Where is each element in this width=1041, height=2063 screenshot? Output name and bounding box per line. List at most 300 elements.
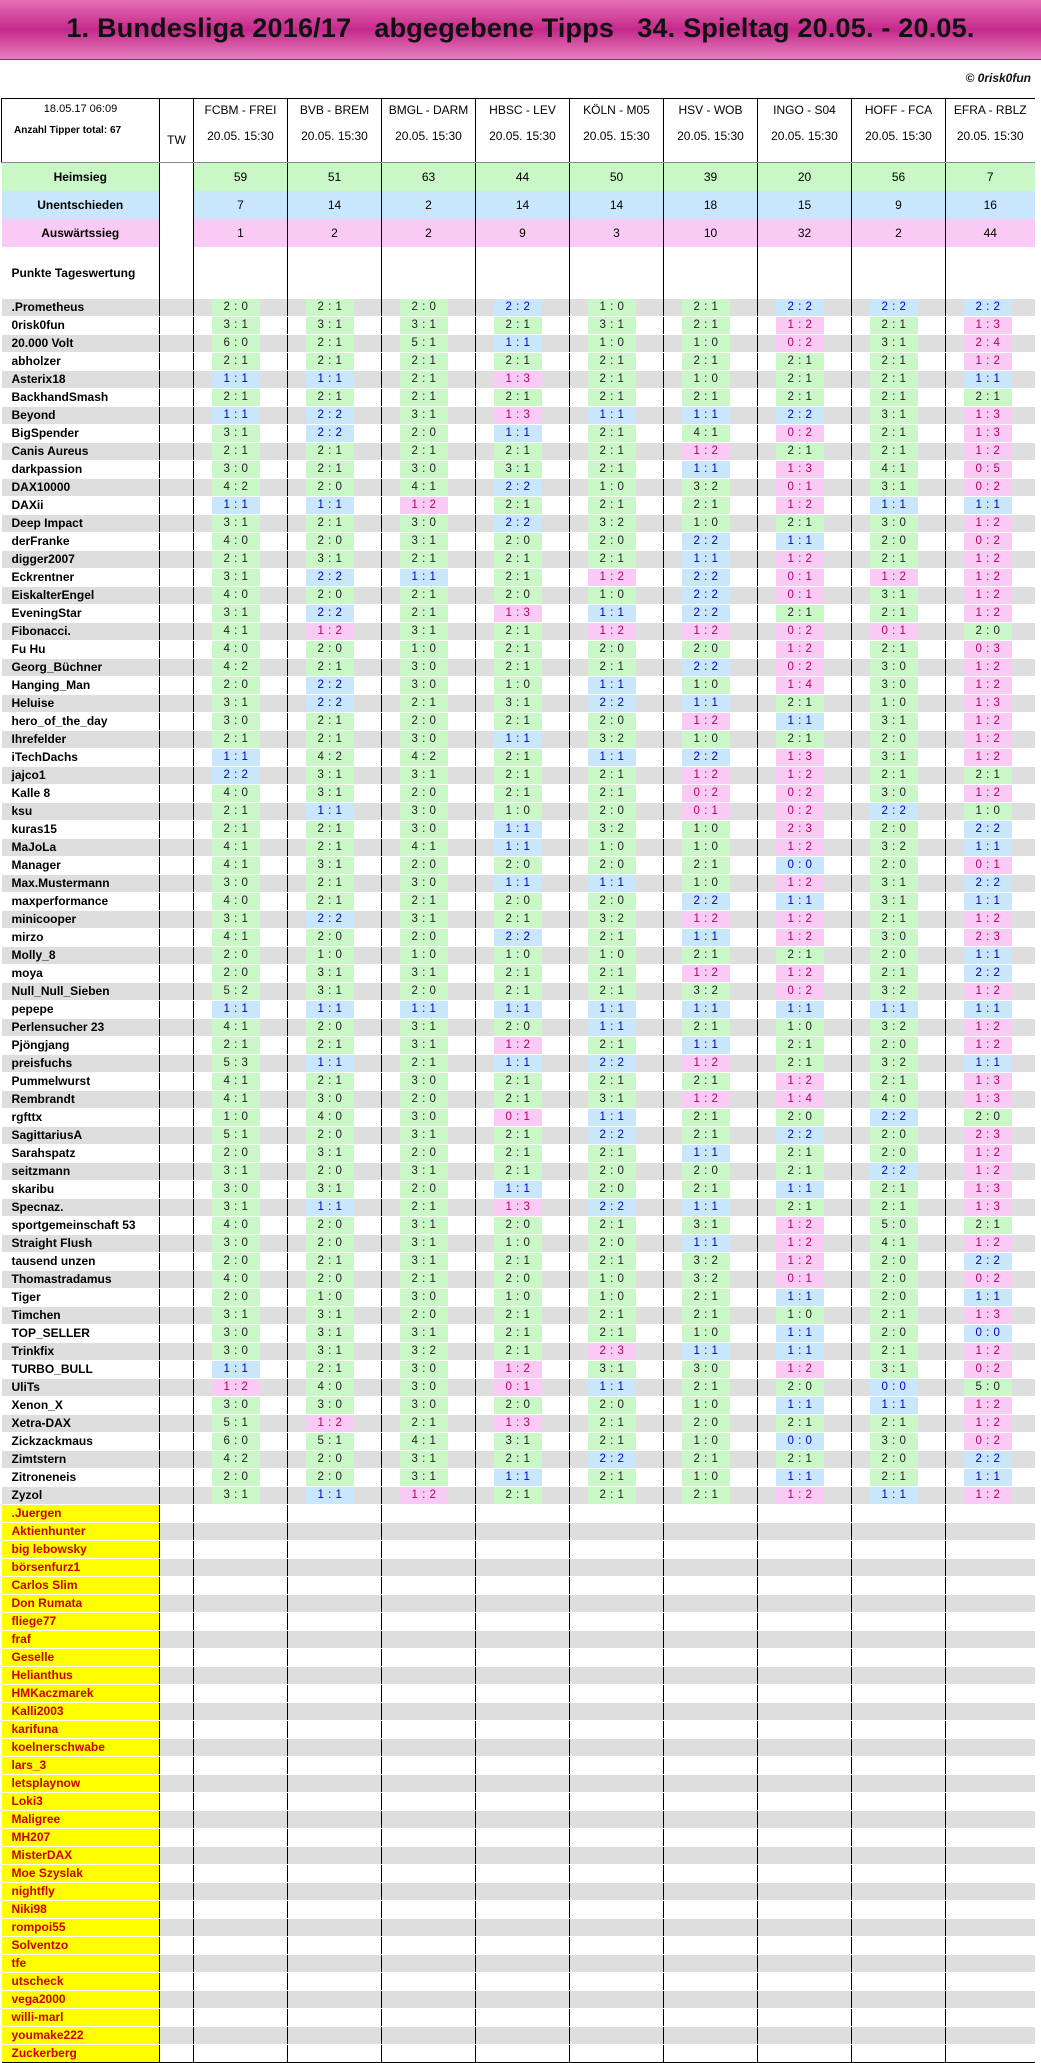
tip-value: 3 : 0 xyxy=(682,1361,730,1378)
tip-value: 2 : 0 xyxy=(870,1271,918,1288)
table-info-cell xyxy=(2,99,160,163)
tipper-name: Xetra-DAX xyxy=(2,1414,160,1432)
tip-cell xyxy=(758,299,852,317)
tip-cell xyxy=(664,1792,758,1810)
tip-value: 1 : 0 xyxy=(964,803,1012,820)
tip-cell xyxy=(570,1594,664,1612)
tip-value: 3 : 0 xyxy=(212,1343,260,1360)
tip-cell xyxy=(758,856,852,874)
tip-cell xyxy=(570,1360,664,1378)
tip-cell xyxy=(852,1450,946,1468)
tip-value: 1 : 1 xyxy=(306,1001,354,1018)
tip-value: 0 : 2 xyxy=(776,785,824,802)
tip-cell xyxy=(852,514,946,532)
tip-cell xyxy=(852,712,946,730)
tip-cell xyxy=(570,514,664,532)
tip-cell xyxy=(570,1414,664,1432)
tipper-row xyxy=(2,946,1035,964)
tw-cell xyxy=(160,1828,194,1846)
tip-value: 3 : 1 xyxy=(870,587,918,604)
tip-value: 4 : 1 xyxy=(400,479,448,496)
tip-cell xyxy=(570,478,664,496)
tip-cell xyxy=(664,1594,758,1612)
tw-label: TW xyxy=(167,133,186,147)
tip-cell xyxy=(570,550,664,568)
tip-cell xyxy=(570,1648,664,1666)
tip-cell xyxy=(194,1450,288,1468)
tip-value: 3 : 1 xyxy=(494,695,542,712)
tip-cell xyxy=(852,892,946,910)
tip-cell xyxy=(194,1198,288,1216)
tip-cell xyxy=(288,568,382,586)
tip-cell xyxy=(476,1702,570,1720)
tip-value: 3 : 1 xyxy=(306,785,354,802)
tip-cell xyxy=(946,1972,1035,1990)
tip-value: 3 : 0 xyxy=(870,929,918,946)
tip-value: 2 : 2 xyxy=(682,893,730,910)
tip-cell xyxy=(194,1162,288,1180)
tip-cell xyxy=(570,1306,664,1324)
tip-value: 2 : 1 xyxy=(306,1253,354,1270)
tip-cell xyxy=(194,676,288,694)
tipper-name: DAX10000 xyxy=(2,478,160,496)
tip-cell xyxy=(476,766,570,784)
tip-cell xyxy=(664,1198,758,1216)
tip-value: 1 : 3 xyxy=(964,695,1012,712)
tip-cell xyxy=(852,1108,946,1126)
missing-tipper-name: MH207 xyxy=(2,1828,160,1846)
tip-cell xyxy=(852,1954,946,1972)
tipper-row xyxy=(2,334,1035,352)
tip-cell xyxy=(946,532,1035,550)
stats-count: 14 xyxy=(288,191,382,219)
tip-cell xyxy=(382,964,476,982)
tip-cell xyxy=(570,1738,664,1756)
missing-tipper-name: lars_3 xyxy=(2,1756,160,1774)
tip-value: 2 : 1 xyxy=(870,641,918,658)
tip-cell xyxy=(476,1918,570,1936)
stats-count: 2 xyxy=(288,219,382,247)
tw-cell xyxy=(160,910,194,928)
tip-value: 2 : 2 xyxy=(682,569,730,586)
tip-cell xyxy=(852,370,946,388)
tip-value: 1 : 0 xyxy=(588,587,636,604)
tip-cell xyxy=(194,1504,288,1522)
tip-cell xyxy=(664,316,758,334)
tip-cell xyxy=(570,1990,664,2008)
tip-cell xyxy=(852,478,946,496)
tip-cell xyxy=(382,784,476,802)
tip-cell xyxy=(288,1360,382,1378)
tip-cell xyxy=(758,1378,852,1396)
tip-value: 2 : 1 xyxy=(588,965,636,982)
tip-cell xyxy=(852,2044,946,2062)
tip-value: 1 : 2 xyxy=(964,353,1012,370)
tipper-name: Perlensucher 23 xyxy=(2,1018,160,1036)
tip-value: 2 : 2 xyxy=(494,929,542,946)
tip-cell xyxy=(664,532,758,550)
tip-cell xyxy=(852,622,946,640)
tip-value: 2 : 0 xyxy=(400,1091,448,1108)
tip-cell xyxy=(194,1522,288,1540)
tip-value: 2 : 1 xyxy=(588,1325,636,1342)
tip-cell xyxy=(288,982,382,1000)
tip-cell xyxy=(664,1666,758,1684)
missing-tipper-row xyxy=(2,1900,1035,1918)
tip-cell xyxy=(382,1252,476,1270)
tip-value: 1 : 1 xyxy=(588,1379,636,1396)
stats-count: 20 xyxy=(758,163,852,191)
tip-cell xyxy=(852,496,946,514)
tip-cell xyxy=(758,1684,852,1702)
tip-value: 2 : 1 xyxy=(964,389,1012,406)
tip-cell xyxy=(194,1936,288,1954)
tip-value: 2 : 1 xyxy=(588,461,636,478)
missing-tipper-row xyxy=(2,1504,1035,1522)
tip-cell xyxy=(194,1234,288,1252)
stats-count: 39 xyxy=(664,163,758,191)
match-time: 20.05. 15:30 xyxy=(489,129,556,143)
tip-value: 3 : 2 xyxy=(588,911,636,928)
tw-cell xyxy=(160,1954,194,1972)
tipper-row xyxy=(2,1144,1035,1162)
tip-value: 2 : 1 xyxy=(588,371,636,388)
tip-value: 5 : 2 xyxy=(212,983,260,1000)
tip-cell xyxy=(382,982,476,1000)
tip-cell xyxy=(476,1738,570,1756)
tip-value: 3 : 1 xyxy=(870,335,918,352)
tip-value: 3 : 0 xyxy=(212,1181,260,1198)
tip-value: 2 : 1 xyxy=(494,1091,542,1108)
tip-value: 2 : 0 xyxy=(306,1019,354,1036)
tipper-row xyxy=(2,1342,1035,1360)
tip-cell xyxy=(664,568,758,586)
tip-value: 1 : 1 xyxy=(588,875,636,892)
tip-cell xyxy=(288,1450,382,1468)
stats-count: 14 xyxy=(570,191,664,219)
tw-cell xyxy=(160,1540,194,1558)
tip-cell xyxy=(288,460,382,478)
tip-cell xyxy=(852,424,946,442)
tipper-total xyxy=(14,125,159,136)
tip-value: 2 : 1 xyxy=(776,1163,824,1180)
tip-cell xyxy=(946,730,1035,748)
tip-value: 2 : 1 xyxy=(682,389,730,406)
tip-cell xyxy=(382,442,476,460)
tip-value: 2 : 0 xyxy=(870,821,918,838)
tip-cell xyxy=(664,748,758,766)
tip-cell xyxy=(382,874,476,892)
tip-value: 2 : 0 xyxy=(776,1379,824,1396)
tip-cell xyxy=(288,658,382,676)
tip-value: 1 : 3 xyxy=(964,1199,1012,1216)
tip-cell xyxy=(946,1936,1035,1954)
tw-cell xyxy=(160,586,194,604)
tip-cell xyxy=(570,892,664,910)
tip-cell xyxy=(288,892,382,910)
tipper-row xyxy=(2,1486,1035,1504)
tip-value: 2 : 1 xyxy=(400,371,448,388)
tip-cell xyxy=(664,299,758,317)
tip-cell xyxy=(946,1900,1035,1918)
tip-value: 1 : 2 xyxy=(682,1091,730,1108)
tip-cell xyxy=(664,1144,758,1162)
tip-value: 2 : 1 xyxy=(306,893,354,910)
tipper-name: iTechDachs xyxy=(2,748,160,766)
tip-value: 2 : 1 xyxy=(494,767,542,784)
tip-cell xyxy=(570,1450,664,1468)
tip-cell xyxy=(288,856,382,874)
tip-cell xyxy=(664,442,758,460)
tip-cell xyxy=(852,1018,946,1036)
tip-cell xyxy=(946,1630,1035,1648)
tip-value: 2 : 1 xyxy=(870,551,918,568)
tip-cell xyxy=(476,856,570,874)
tipper-row xyxy=(2,604,1035,622)
tip-cell xyxy=(288,406,382,424)
tip-value: 2 : 2 xyxy=(964,1451,1012,1468)
tipper-row xyxy=(2,1432,1035,1450)
tip-value: 3 : 2 xyxy=(682,1253,730,1270)
tip-cell xyxy=(664,1486,758,1504)
tip-value: 1 : 2 xyxy=(776,911,824,928)
tip-value: 4 : 0 xyxy=(212,785,260,802)
tip-value: 2 : 1 xyxy=(588,353,636,370)
tip-value: 3 : 1 xyxy=(400,407,448,424)
tip-cell xyxy=(570,1720,664,1738)
tipper-name: Fibonacci. xyxy=(2,622,160,640)
tip-value: 2 : 0 xyxy=(870,1145,918,1162)
tipper-row xyxy=(2,442,1035,460)
tipper-row xyxy=(2,1396,1035,1414)
tip-cell xyxy=(288,1018,382,1036)
tw-cell xyxy=(160,1090,194,1108)
tip-value: 1 : 0 xyxy=(588,335,636,352)
tip-cell xyxy=(852,1612,946,1630)
tw-cell xyxy=(160,1864,194,1882)
tip-cell xyxy=(570,946,664,964)
tip-cell xyxy=(758,1720,852,1738)
stats-count: 2 xyxy=(382,219,476,247)
tip-cell xyxy=(194,820,288,838)
tip-value: 2 : 1 xyxy=(306,875,354,892)
tipper-name: Molly_8 xyxy=(2,946,160,964)
tip-cell xyxy=(288,1108,382,1126)
tip-value: 1 : 2 xyxy=(776,551,824,568)
tip-value: 0 : 2 xyxy=(964,479,1012,496)
tw-cell xyxy=(160,1666,194,1684)
missing-tipper-row xyxy=(2,1864,1035,1882)
tip-cell xyxy=(194,1684,288,1702)
tip-value: 1 : 1 xyxy=(212,371,260,388)
tip-value: 2 : 1 xyxy=(494,983,542,1000)
tip-value: 2 : 0 xyxy=(870,857,918,874)
tip-cell xyxy=(664,622,758,640)
tip-value: 2 : 1 xyxy=(682,1019,730,1036)
tip-cell xyxy=(570,1576,664,1594)
tip-cell xyxy=(288,334,382,352)
tip-cell xyxy=(476,1972,570,1990)
tip-value: 3 : 2 xyxy=(682,983,730,1000)
tip-value: 3 : 1 xyxy=(870,875,918,892)
tip-cell xyxy=(570,1972,664,1990)
tip-cell xyxy=(382,316,476,334)
tip-cell xyxy=(382,730,476,748)
tip-value: 2 : 1 xyxy=(776,1451,824,1468)
stats-count: 32 xyxy=(758,219,852,247)
tip-value: 1 : 1 xyxy=(682,1235,730,1252)
tip-cell xyxy=(946,478,1035,496)
tip-value: 1 : 1 xyxy=(494,821,542,838)
tip-value: 1 : 2 xyxy=(776,929,824,946)
tip-cell xyxy=(570,622,664,640)
tip-cell xyxy=(382,2008,476,2026)
tip-cell xyxy=(476,640,570,658)
tw-cell xyxy=(160,2044,194,2062)
tip-cell xyxy=(664,784,758,802)
tip-value: 3 : 1 xyxy=(400,623,448,640)
tip-value: 4 : 1 xyxy=(212,857,260,874)
tip-cell xyxy=(758,910,852,928)
tip-cell xyxy=(476,388,570,406)
tip-cell xyxy=(194,730,288,748)
tip-cell xyxy=(758,1522,852,1540)
tip-cell xyxy=(946,1306,1035,1324)
tip-value: 2 : 1 xyxy=(212,1037,260,1054)
tip-cell xyxy=(570,1180,664,1198)
tip-cell xyxy=(570,964,664,982)
tip-cell xyxy=(852,982,946,1000)
tip-cell xyxy=(946,442,1035,460)
tw-cell xyxy=(160,388,194,406)
tip-cell xyxy=(194,532,288,550)
match-time: 20.05. 15:30 xyxy=(583,129,650,143)
tip-cell xyxy=(852,1774,946,1792)
missing-tipper-name: börsenfurz1 xyxy=(2,1558,160,1576)
tw-cell xyxy=(160,1054,194,1072)
tipper-name: Rembrandt xyxy=(2,1090,160,1108)
tip-cell xyxy=(288,1918,382,1936)
tip-value: 2 : 1 xyxy=(776,1055,824,1072)
tip-cell xyxy=(476,1504,570,1522)
match-name: KÖLN - M05 xyxy=(583,103,650,117)
tip-cell xyxy=(664,424,758,442)
tip-value: 1 : 3 xyxy=(964,317,1012,334)
tip-cell xyxy=(946,1018,1035,1036)
tip-value: 2 : 1 xyxy=(588,1037,636,1054)
tip-value: 2 : 0 xyxy=(400,857,448,874)
tip-cell xyxy=(946,1558,1035,1576)
tip-value: 1 : 3 xyxy=(494,1199,542,1216)
tip-cell xyxy=(288,1522,382,1540)
tip-value: 1 : 1 xyxy=(212,749,260,766)
tip-cell xyxy=(194,1648,288,1666)
tip-cell xyxy=(570,1558,664,1576)
tip-value: 2 : 1 xyxy=(306,1037,354,1054)
tip-value: 2 : 1 xyxy=(400,389,448,406)
tip-value: 2 : 0 xyxy=(588,641,636,658)
tip-value: 1 : 1 xyxy=(588,605,636,622)
tip-value: 3 : 1 xyxy=(212,605,260,622)
tipper-name: EveningStar xyxy=(2,604,160,622)
tip-cell xyxy=(288,1666,382,1684)
tip-cell xyxy=(194,1918,288,1936)
tip-cell xyxy=(852,568,946,586)
tip-cell xyxy=(288,694,382,712)
tip-cell xyxy=(288,1702,382,1720)
tip-cell xyxy=(946,1090,1035,1108)
tip-cell xyxy=(476,1882,570,1900)
tip-cell xyxy=(570,1018,664,1036)
tip-cell xyxy=(946,874,1035,892)
tip-cell xyxy=(570,1000,664,1018)
tip-value: 0 : 2 xyxy=(682,785,730,802)
tip-value: 3 : 0 xyxy=(212,1325,260,1342)
match-time: 20.05. 15:30 xyxy=(395,129,462,143)
tipper-name: TOP_SELLER xyxy=(2,1324,160,1342)
tip-value: 2 : 1 xyxy=(306,515,354,532)
missing-tipper-row xyxy=(2,2026,1035,2044)
tip-value: 1 : 2 xyxy=(682,713,730,730)
tip-value: 2 : 1 xyxy=(494,317,542,334)
tip-value: 2 : 2 xyxy=(776,407,824,424)
tip-value: 2 : 2 xyxy=(776,1127,824,1144)
tip-cell xyxy=(570,910,664,928)
tip-cell xyxy=(852,1558,946,1576)
tip-value: 1 : 2 xyxy=(964,515,1012,532)
tip-cell xyxy=(852,586,946,604)
tip-value: 3 : 1 xyxy=(212,1163,260,1180)
tip-cell xyxy=(758,1396,852,1414)
tip-cell xyxy=(946,1126,1035,1144)
tipper-name: Tiger xyxy=(2,1288,160,1306)
tip-value: 2 : 1 xyxy=(588,659,636,676)
tip-value: 1 : 0 xyxy=(588,479,636,496)
tip-value: 2 : 1 xyxy=(494,1451,542,1468)
tip-value: 3 : 1 xyxy=(588,317,636,334)
tw-header xyxy=(160,99,194,163)
tip-value: 1 : 1 xyxy=(494,1055,542,1072)
tip-cell xyxy=(664,1072,758,1090)
tip-value: 2 : 0 xyxy=(682,641,730,658)
tip-cell xyxy=(476,946,570,964)
tip-cell xyxy=(288,1414,382,1432)
tip-cell xyxy=(570,1090,664,1108)
tip-cell xyxy=(570,640,664,658)
tips-table-body xyxy=(2,99,1035,2063)
tip-cell xyxy=(288,1162,382,1180)
tip-cell xyxy=(194,604,288,622)
tipper-name: sportgemeinschaft 53 xyxy=(2,1216,160,1234)
tip-value: 1 : 0 xyxy=(682,1397,730,1414)
tipper-row xyxy=(2,568,1035,586)
tw-cell xyxy=(160,1180,194,1198)
tip-cell xyxy=(664,1648,758,1666)
tip-cell xyxy=(570,460,664,478)
tw-cell xyxy=(160,730,194,748)
tw-cell xyxy=(160,1558,194,1576)
stats-row xyxy=(2,163,1035,191)
missing-tipper-row xyxy=(2,1720,1035,1738)
tip-cell xyxy=(194,1216,288,1234)
tip-cell xyxy=(382,1234,476,1252)
tip-cell xyxy=(570,748,664,766)
missing-tipper-row xyxy=(2,1666,1035,1684)
tip-cell xyxy=(288,1468,382,1486)
tip-value: 3 : 0 xyxy=(400,1397,448,1414)
tipper-name: SagittariusA xyxy=(2,1126,160,1144)
tip-value: 2 : 0 xyxy=(870,1289,918,1306)
